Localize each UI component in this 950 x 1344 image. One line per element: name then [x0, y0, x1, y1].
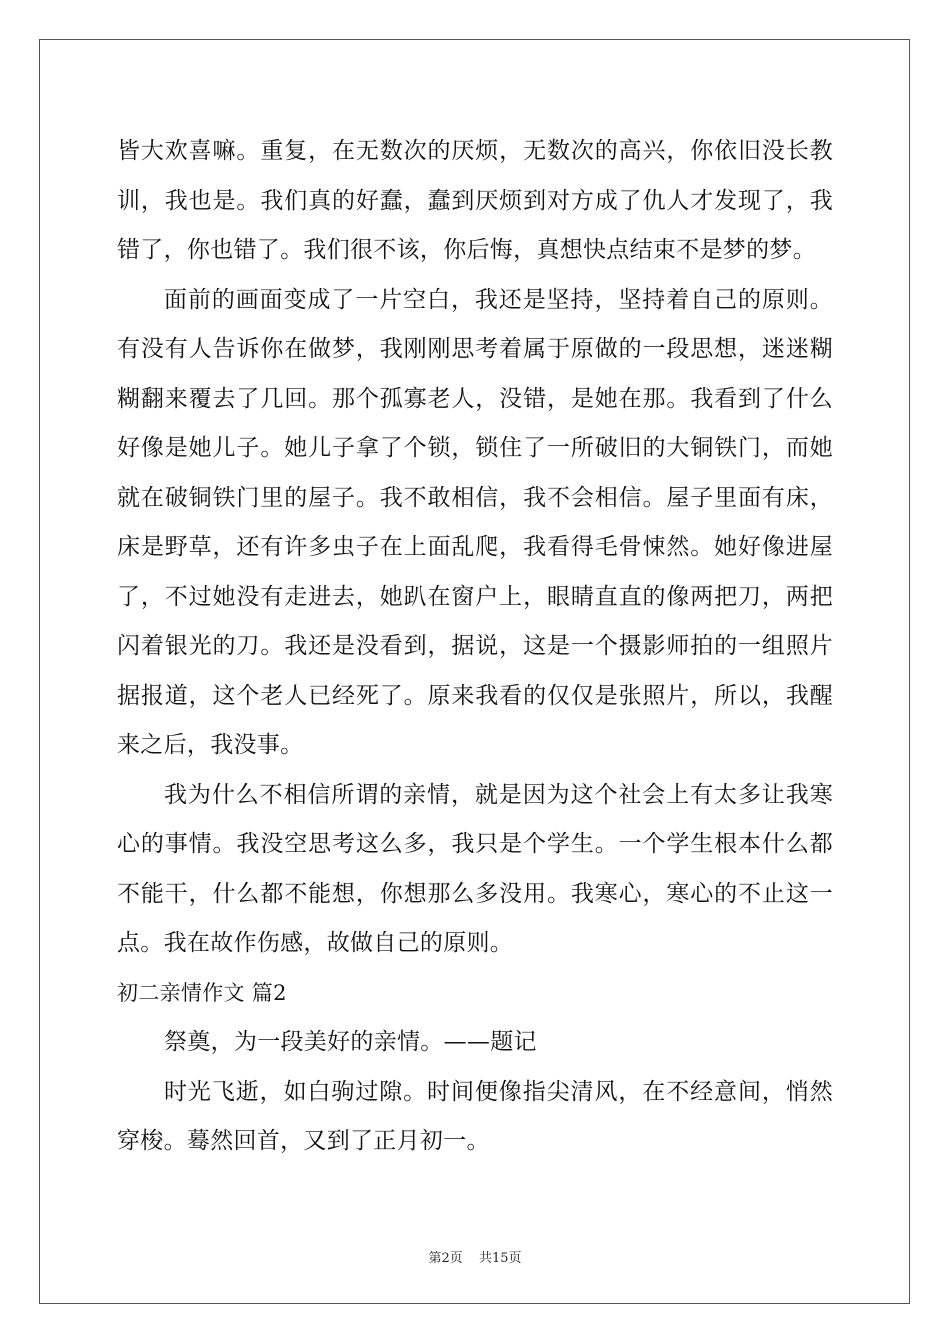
page-number: 第2页 [428, 1251, 463, 1266]
text-line: 据报道，这个老人已经死了。原来我看的仅仅是张照片，所以，我醒 [117, 682, 833, 709]
paragraph [117, 1068, 833, 1167]
text-line: 来之后，我没事。 [117, 732, 304, 758]
text-line: 训，我也是。我们真的好蠢，蠢到厌烦到对方成了仇人才发现了，我 [117, 187, 833, 214]
text-line: 时光飞逝，如白驹过隙。时间便像指尖清风，在不经意间，悄然 [164, 1078, 833, 1105]
paragraph [117, 771, 833, 969]
text-line: 好像是她儿子。她儿子拿了个锁，锁住了一所破旧的大铜铁门，而她 [117, 435, 833, 461]
paragraph [117, 276, 833, 771]
paragraph [117, 127, 833, 276]
text-line: 穿梭。蓦然回首，又到了正月初一。 [117, 1128, 490, 1154]
heading-text: 初二亲情作文 篇2 [117, 980, 287, 1005]
document-body [117, 127, 833, 1167]
text-line: 闪着银光的刀。我还是没看到，据说，这是一个摄影师拍的一组照片 [117, 633, 833, 659]
page-total: 共15页 [478, 1251, 522, 1266]
text-line: 有没有人告诉你在做梦，我刚刚思考着属于原做的一段思想，迷迷糊 [117, 336, 833, 362]
text-line: 祭奠，为一段美好的亲情。——题记 [164, 1029, 537, 1055]
text-line: 糊翻来覆去了几回。那个孤寡老人，没错，是她在那。我看到了什么 [117, 385, 833, 412]
text-line: 就在破铜铁门里的屋子。我不敢相信，我不会相信。屋子里面有床， [117, 484, 833, 511]
page-footer [0, 1247, 950, 1266]
text-line: 面前的画面变成了一片空白，我还是坚持，坚持着自己的原则。 [164, 286, 833, 313]
text-line: 心的事情。我没空思考这么多，我只是个学生。一个学生根本什么都 [117, 831, 833, 857]
text-line: 我为什么不相信所谓的亲情，就是因为这个社会上有太多让我寒 [164, 781, 833, 808]
paragraph [117, 1018, 833, 1068]
text-line: 点。我在故作伤感，故做自己的原则。 [117, 930, 514, 956]
text-line: 错了，你也错了。我们很不该，你后悔，真想快点结束不是梦的梦。 [117, 237, 816, 263]
text-line: 床是野草，还有许多虫子在上面乱爬，我看得毛骨悚然。她好像进屋 [117, 534, 833, 560]
text-line: 皆大欢喜嘛。重复，在无数次的厌烦，无数次的高兴，你依旧没长教 [117, 138, 833, 164]
text-line: 了，不过她没有走进去，她趴在窗户上，眼睛直直的像两把刀，两把 [117, 583, 833, 610]
section-heading [117, 969, 833, 1019]
text-line: 不能干，什么都不能想，你想那么多没用。我寒心，寒心的不止这一 [117, 880, 833, 907]
